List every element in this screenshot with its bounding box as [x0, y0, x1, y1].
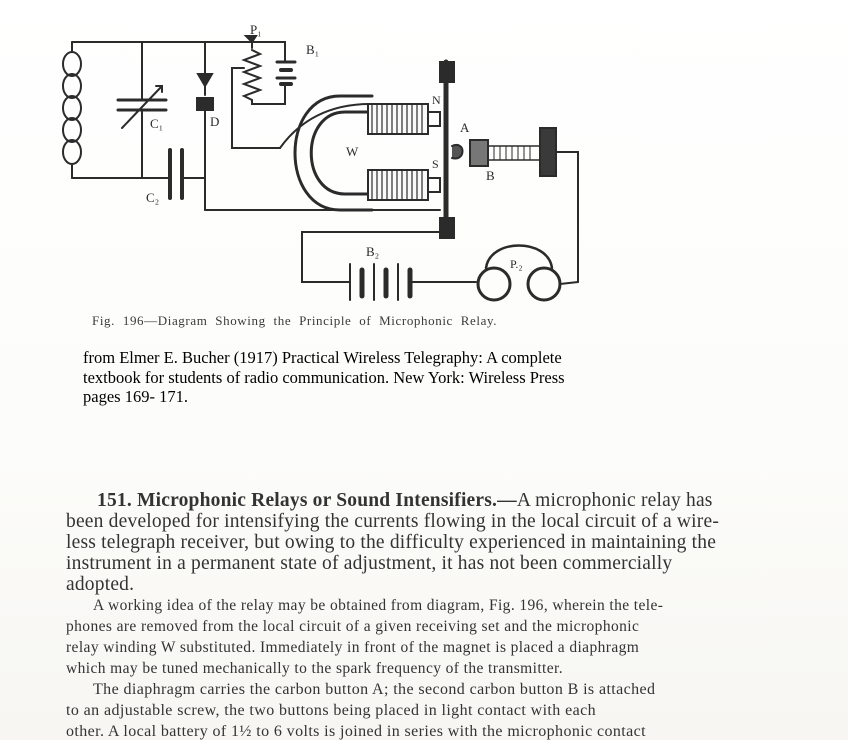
- label-b2: B₂: [366, 244, 380, 259]
- source-line: from Elmer E. Bucher (1917) Practical Wireless Telegraphy: A complete: [83, 348, 562, 367]
- coil-north: [368, 104, 440, 134]
- local-circuit: [302, 232, 476, 282]
- relay-diagram: [0, 0, 848, 310]
- paragraph-1: [66, 490, 826, 595]
- label-b: B: [486, 168, 495, 183]
- text-line: [66, 490, 826, 511]
- label-p1: P₁: [250, 22, 262, 37]
- label-n: N: [432, 93, 441, 107]
- variable-capacitor-c1: [118, 42, 166, 178]
- label-d: D: [210, 114, 220, 129]
- text-line: which may be tuned mechanically to the spark frequency of the transmitter.: [66, 660, 564, 677]
- text-line: instrument in a permanent state of adjustment, it has not been commercially: [66, 553, 673, 574]
- figure-caption: Fig. 196—Diagram Showing the Principle of Microphonic Relay.: [92, 313, 498, 328]
- fixed-capacitor-c2: [170, 150, 182, 198]
- label-c2: C₂: [146, 190, 160, 205]
- coil-south: [368, 170, 440, 200]
- potentiometer-p1: [244, 36, 285, 104]
- section-heading: 151. Microphonic Relays or Sound Intensifiers.—: [97, 490, 517, 511]
- diaphragm: [440, 62, 454, 238]
- text-line: A working idea of the relay may be obtained from diagram, Fig. 196, wherein the tele-: [93, 597, 664, 614]
- source-line: pages 169- 171.: [83, 387, 188, 406]
- text-line: phones are removed from the local circuit of a given receiving set and the microphonic: [66, 618, 640, 635]
- magnet-w: [295, 96, 372, 210]
- label-s: S: [432, 157, 439, 171]
- label-p2: P.₂: [510, 257, 523, 271]
- inductance-coil: [63, 42, 81, 178]
- label-c1: C₁: [150, 116, 164, 131]
- battery-b1: [277, 62, 295, 84]
- paragraph-2: [66, 595, 826, 679]
- text-line: been developed for intensifying the currents flowing in the local circuit of a wire-: [66, 511, 720, 532]
- label-b1: B₁: [306, 42, 320, 57]
- label-a: A: [460, 120, 470, 135]
- heading-continuation: A microphonic relay has: [516, 490, 713, 511]
- text-line: less telegraph receiver, but owing to the difficulty experienced in maintaining the: [66, 532, 717, 553]
- source-citation: [83, 348, 703, 407]
- paragraph-3: [66, 679, 826, 740]
- source-line: textbook for students of radio communication. New York: Wireless Press: [83, 367, 565, 387]
- telephone-p2: [478, 246, 578, 301]
- text-line: to an adjustable screw, the two buttons being placed in light contact with each: [66, 702, 596, 719]
- label-w: W: [346, 144, 359, 159]
- carbon-button-a: [452, 145, 463, 159]
- battery-b2: [350, 264, 410, 300]
- carbon-button-b: [470, 128, 578, 282]
- book-text: [66, 490, 826, 740]
- text-line: other. A local battery of 1½ to 6 volts is joined in series with the microphonic contact: [66, 723, 646, 740]
- text-line: The diaphragm carries the carbon button A; the second carbon button B is attached: [93, 681, 656, 698]
- text-line: relay winding W substituted. Immediately in front of the magnet is placed a diaphragm: [66, 639, 640, 656]
- text-line: adopted.: [66, 574, 135, 595]
